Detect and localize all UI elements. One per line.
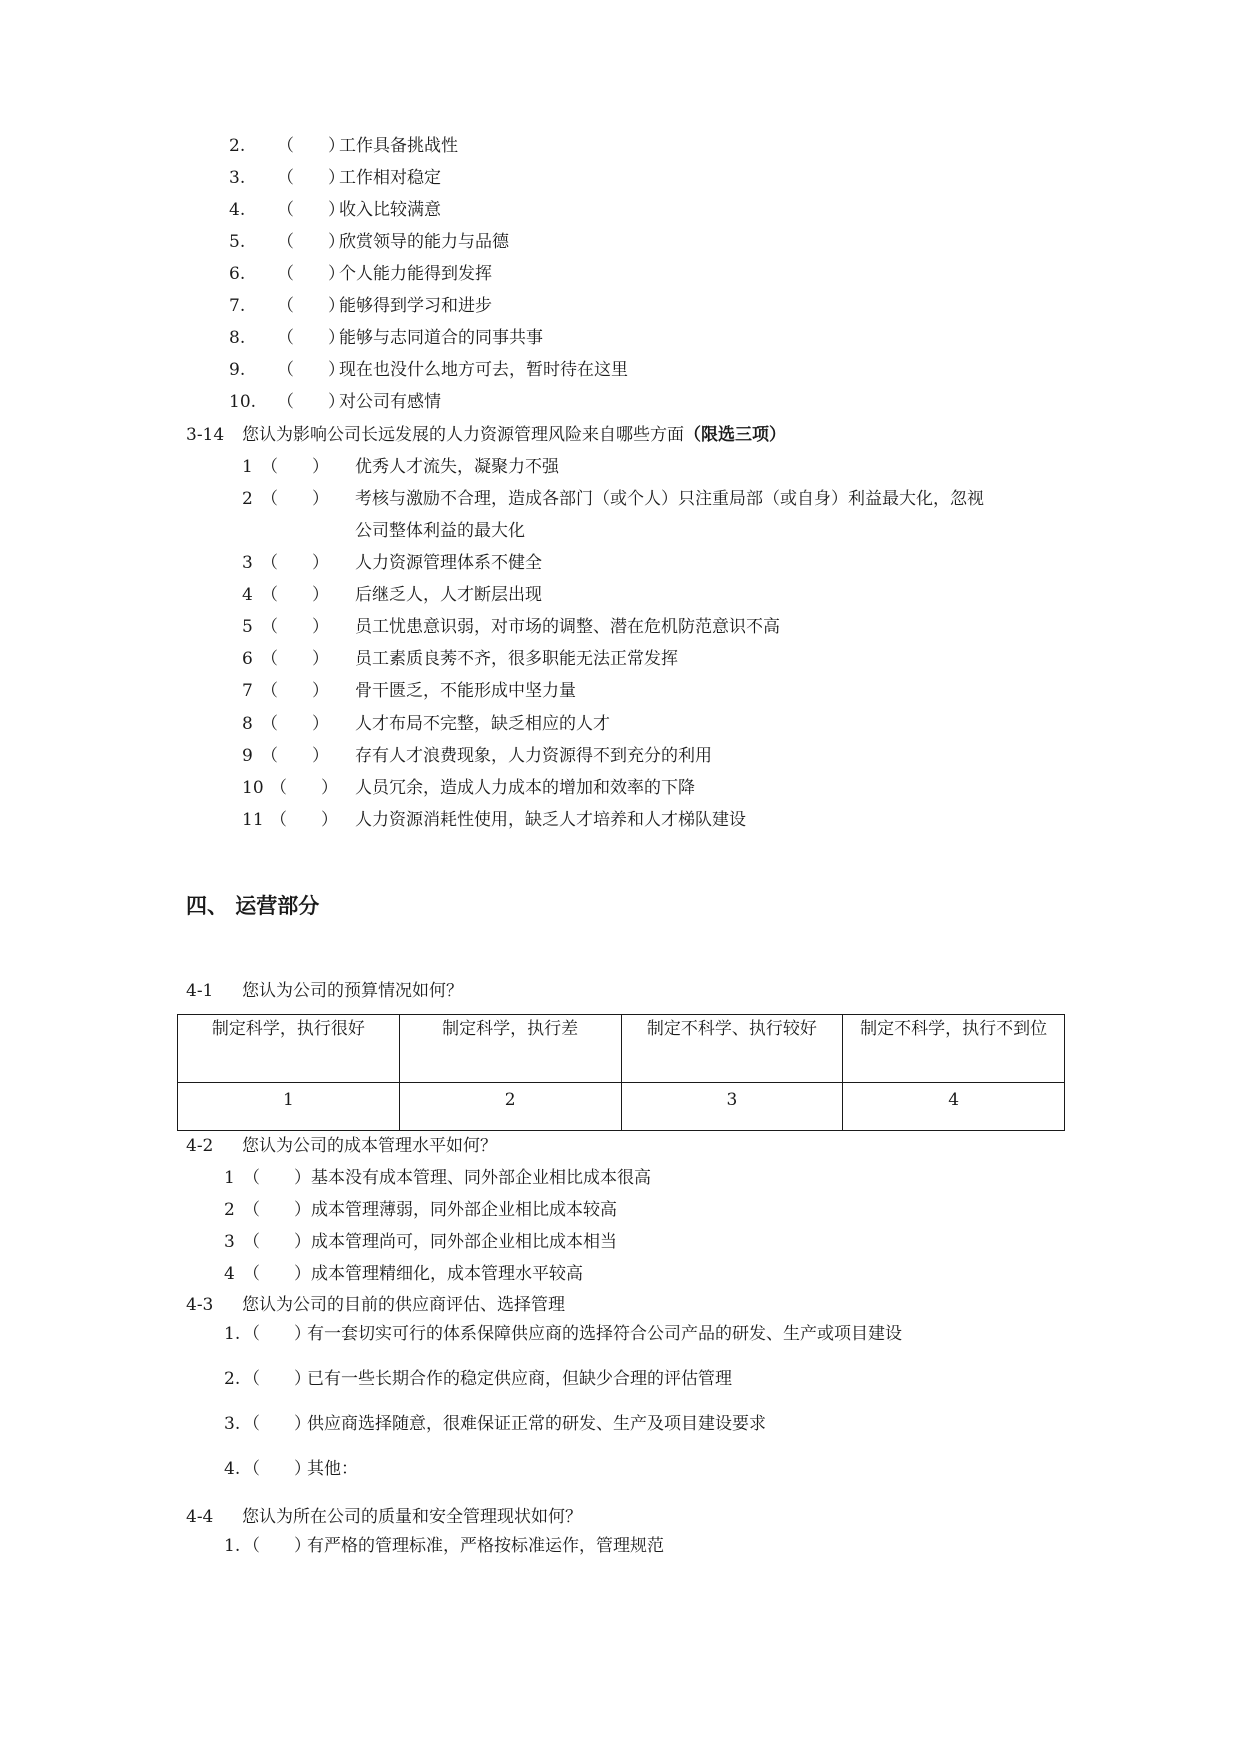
item-number: 8 — [242, 714, 253, 734]
item-text: 人力资源消耗性使用，缺乏人才培养和人才梯队建设 — [355, 810, 746, 830]
item-text: 欣赏领导的能力与品德 — [339, 232, 509, 252]
item-text: 公司整体利益的最大化 — [355, 521, 525, 541]
item-number: 10 — [242, 778, 264, 798]
table-header-cell: 制定科学，执行差 — [399, 1015, 621, 1083]
table-header-row — [178, 1015, 1065, 1083]
answer-blank: （ ） — [277, 264, 345, 284]
item-number: 2 — [242, 489, 253, 509]
table-header-cell: 制定不科学，执行不到位 — [843, 1015, 1065, 1083]
answer-blank: （ ） — [277, 360, 345, 380]
item-number: 1 — [224, 1168, 235, 1188]
question-number: 4-3 — [186, 1295, 214, 1315]
item-text: 基本没有成本管理、同外部企业相比成本很高 — [311, 1168, 651, 1188]
answer-blank: （ ） — [261, 681, 329, 701]
answer-blank: （ ） — [261, 489, 329, 509]
section-heading: 四、 运营部分 — [186, 894, 320, 918]
question-number: 3-14 — [186, 425, 225, 445]
answer-blank: （ ） — [243, 1200, 311, 1220]
answer-blank: （ ） — [243, 1168, 311, 1188]
item-number: 9. — [229, 360, 246, 380]
item-number: 4. — [229, 200, 246, 220]
item-number: 2. — [229, 136, 246, 156]
answer-blank: （ ） — [243, 1369, 311, 1389]
answer-blank: （ ） — [277, 200, 345, 220]
item-text: 员工素质良莠不齐，很多职能无法正常发挥 — [355, 649, 678, 669]
item-number: 6 — [242, 649, 253, 669]
item-text: 已有一些长期合作的稳定供应商，但缺少合理的评估管理 — [307, 1369, 732, 1389]
item-number: 3 — [224, 1232, 235, 1252]
item-text: 优秀人才流失，凝聚力不强 — [355, 457, 559, 477]
answer-blank: （ ） — [261, 585, 329, 605]
question-number: 4-4 — [186, 1507, 214, 1527]
item-text: 人员冗余，造成人力成本的增加和效率的下降 — [355, 778, 695, 798]
item-text: 员工忧患意识弱，对市场的调整、潜在危机防范意识不高 — [355, 617, 780, 637]
question-text-main: 您认为影响公司长远发展的人力资源管理风险来自哪些方面 — [242, 425, 684, 445]
item-number: 1 — [242, 457, 253, 477]
answer-blank: （ ） — [270, 810, 338, 830]
question-text — [242, 424, 786, 446]
item-number: 4 — [242, 585, 253, 605]
item-number: 3. — [229, 168, 246, 188]
item-text: 成本管理薄弱，同外部企业相比成本较高 — [311, 1200, 617, 1220]
answer-blank: （ ） — [277, 136, 345, 156]
item-number: 1. — [224, 1324, 241, 1344]
item-number: 5 — [242, 617, 253, 637]
answer-blank: （ ） — [261, 617, 329, 637]
table-row — [178, 1083, 1065, 1131]
item-number: 8. — [229, 328, 246, 348]
item-text: 收入比较满意 — [339, 200, 441, 220]
item-number: 1. — [224, 1536, 241, 1556]
table-cell: 3 — [621, 1083, 843, 1131]
item-text: 能够与志同道合的同事共事 — [339, 328, 543, 348]
answer-blank: （ ） — [270, 778, 338, 798]
item-number: 3. — [224, 1414, 241, 1434]
item-text: 能够得到学习和进步 — [339, 296, 492, 316]
item-number: 6. — [229, 264, 246, 284]
item-number: 11 — [242, 810, 264, 830]
item-text: 成本管理尚可，同外部企业相比成本相当 — [311, 1232, 617, 1252]
question-number: 4-2 — [186, 1136, 214, 1156]
item-text: 成本管理精细化，成本管理水平较高 — [311, 1264, 583, 1284]
answer-blank: （ ） — [277, 296, 345, 316]
answer-blank: （ ） — [261, 553, 329, 573]
answer-blank: （ ） — [243, 1414, 311, 1434]
question-text: 您认为所在公司的质量和安全管理现状如何？ — [242, 1507, 582, 1527]
answer-blank: （ ） — [277, 392, 345, 412]
answer-blank: （ ） — [261, 457, 329, 477]
table-header-cell: 制定不科学、执行较好 — [621, 1015, 843, 1083]
item-number: 10. — [229, 392, 257, 412]
item-text: 人力资源管理体系不健全 — [355, 553, 542, 573]
answer-blank: （ ） — [277, 232, 345, 252]
table-cell: 2 — [399, 1083, 621, 1131]
answer-blank: （ ） — [261, 649, 329, 669]
question-text: 您认为公司的目前的供应商评估、选择管理 — [242, 1295, 565, 1315]
item-text: 供应商选择随意，很难保证正常的研发、生产及项目建设要求 — [307, 1414, 766, 1434]
answer-blank: （ ） — [243, 1536, 311, 1556]
item-text: 个人能力能得到发挥 — [339, 264, 492, 284]
item-number: 7. — [229, 296, 246, 316]
item-number: 2. — [224, 1369, 241, 1389]
item-text: 考核与激励不合理，造成各部门（或个人）只注重局部（或自身）利益最大化，忽视 — [355, 489, 984, 509]
question-number: 4-1 — [186, 981, 214, 1001]
item-text: 有严格的管理标准，严格按标准运作，管理规范 — [307, 1536, 664, 1556]
item-number: 3 — [242, 553, 253, 573]
question-text: 您认为公司的成本管理水平如何？ — [242, 1136, 497, 1156]
table-cell: 1 — [178, 1083, 400, 1131]
answer-blank: （ ） — [277, 168, 345, 188]
item-text: 工作具备挑战性 — [339, 136, 458, 156]
item-number: 4. — [224, 1459, 241, 1479]
item-number: 4 — [224, 1264, 235, 1284]
item-text: 工作相对稳定 — [339, 168, 441, 188]
answer-blank: （ ） — [243, 1232, 311, 1252]
item-number: 7 — [242, 681, 253, 701]
item-text: 存有人才浪费现象，人力资源得不到充分的利用 — [355, 746, 712, 766]
item-text: 有一套切实可行的体系保障供应商的选择符合公司产品的研发、生产或项目建设 — [307, 1324, 902, 1344]
item-text: 其他： — [307, 1459, 358, 1479]
answer-blank: （ ） — [243, 1459, 311, 1479]
question-text: 您认为公司的预算情况如何？ — [242, 981, 463, 1001]
question-emphasis: （限选三项） — [684, 425, 786, 445]
answer-blank: （ ） — [277, 328, 345, 348]
answer-blank: （ ） — [261, 746, 329, 766]
item-text: 现在也没什么地方可去，暂时待在这里 — [339, 360, 628, 380]
item-text: 人才布局不完整，缺乏相应的人才 — [355, 714, 610, 734]
item-number: 5. — [229, 232, 246, 252]
table-cell: 4 — [843, 1083, 1065, 1131]
answer-blank: （ ） — [261, 714, 329, 734]
item-text: 后继乏人，人才断层出现 — [355, 585, 542, 605]
item-text: 骨干匮乏，不能形成中坚力量 — [355, 681, 576, 701]
table-header-cell: 制定科学，执行很好 — [178, 1015, 400, 1083]
item-number: 9 — [242, 746, 253, 766]
item-text: 对公司有感情 — [339, 392, 441, 412]
answer-blank: （ ） — [243, 1264, 311, 1284]
item-number: 2 — [224, 1200, 235, 1220]
rating-table — [177, 1014, 1065, 1131]
answer-blank: （ ） — [243, 1324, 311, 1344]
